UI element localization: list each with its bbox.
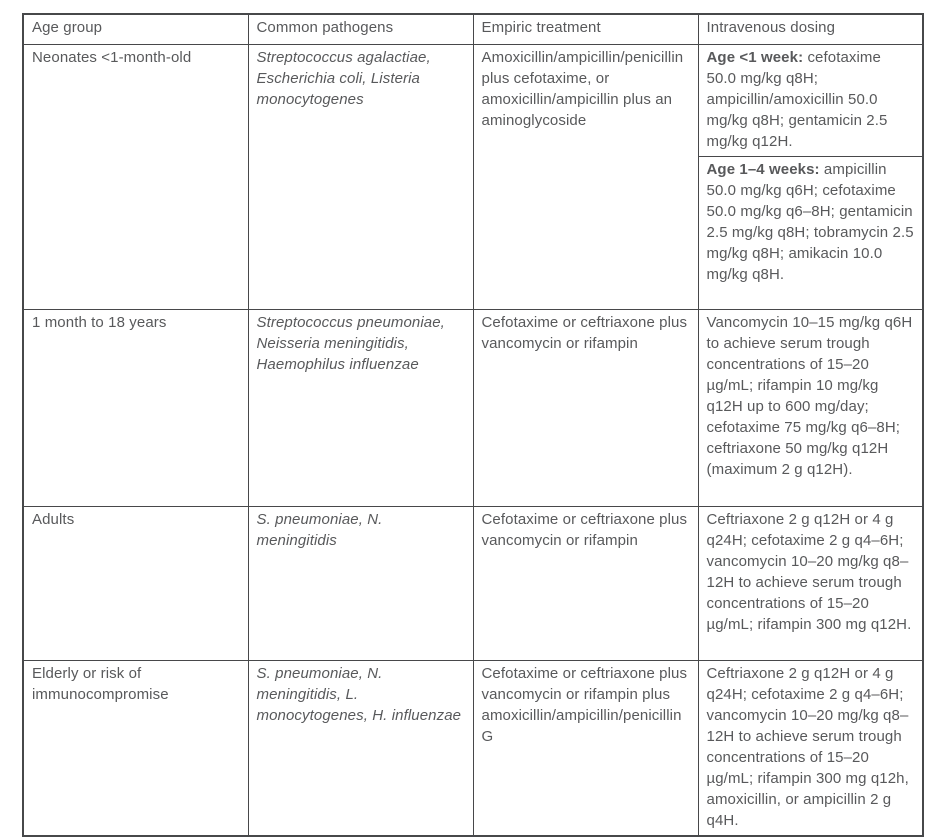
table-row-elderly-immunocompromise bbox=[23, 661, 923, 837]
table-row-adults bbox=[23, 507, 923, 661]
table-row-1-month-to-18-years bbox=[23, 310, 923, 507]
dosing-cell: Ceftriaxone 2 g q12H or 4 g q24H; cefotaxime 2 g q4–6H; vancomycin 10–20 mg/kg q8–12H to achieve serum trough concentrations of 15–20 µg/mL; rifampin 300 mg q12H. bbox=[698, 507, 923, 661]
empiric-treatment-table-container bbox=[22, 13, 924, 837]
empiric-treatment-table bbox=[22, 13, 924, 837]
dosing-text: cefotaxime 50.0 mg/kg q8H; ampicillin/amoxicillin 50.0 mg/kg q8H; gentamicin 2.5 mg/kg q12H. bbox=[706, 49, 888, 150]
age-group-cell: Neonates <1-month-old bbox=[23, 45, 248, 310]
pathogens-cell: S. pneumoniae, N. meningitidis bbox=[248, 507, 473, 661]
pathogens-cell: S. pneumoniae, N. meningitidis, L. monocytogenes, H. influenzae bbox=[248, 661, 473, 837]
treatment-cell: Cefotaxime or ceftriaxone plus vancomycin or rifampin plus amoxicillin/ampicillin/penicillin G bbox=[473, 661, 698, 837]
pathogens-cell: Streptococcus agalactiae, Escherichia coli, Listeria monocytogenes bbox=[248, 45, 473, 310]
age-group-cell: 1 month to 18 years bbox=[23, 310, 248, 507]
dosing-cell: Vancomycin 10–15 mg/kg q6H to achieve serum trough concentrations of 15–20 µg/mL; rifampin 10 mg/kg q12H up to 600 mg/day; cefotaxime 75 mg/kg q6–8H; ceftriaxone 50 mg/kg q12H (maximum 2 g q12H). bbox=[698, 310, 923, 507]
table-row-neonates bbox=[23, 45, 923, 157]
column-header-treatment: Empiric treatment bbox=[473, 14, 698, 45]
treatment-cell: Cefotaxime or ceftriaxone plus vancomycin or rifampin bbox=[473, 310, 698, 507]
treatment-cell: Cefotaxime or ceftriaxone plus vancomycin or rifampin bbox=[473, 507, 698, 661]
dosing-cell: Ceftriaxone 2 g q12H or 4 g q24H; cefotaxime 2 g q4–6H; vancomycin 10–20 mg/kg q8–12H to achieve serum trough concentrations of 15–20 µg/mL; rifampin 300 mg q12h, amoxicillin, or ampicillin 2 g q4H. bbox=[698, 661, 923, 837]
age-group-cell: Adults bbox=[23, 507, 248, 661]
dosing-text: ampicillin 50.0 mg/kg q6H; cefotaxime 50.0 mg/kg q6–8H; gentamicin 2.5 mg/kg q8H; tobramycin 2.5 mg/kg q8H; amikacin 10.0 mg/kg q8H. bbox=[706, 161, 914, 283]
dosing-subcell-1-4-weeks bbox=[698, 157, 923, 310]
column-header-pathogens: Common pathogens bbox=[248, 14, 473, 45]
dosing-age-label: Age 1–4 weeks: bbox=[706, 161, 820, 178]
header-row bbox=[23, 14, 923, 45]
treatment-cell: Amoxicillin/ampicillin/penicillin plus cefotaxime, or amoxicillin/ampicillin plus an aminoglycoside bbox=[473, 45, 698, 310]
pathogens-cell: Streptococcus pneumoniae, Neisseria meningitidis, Haemophilus influenzae bbox=[248, 310, 473, 507]
column-header-age-group: Age group bbox=[23, 14, 248, 45]
column-header-dosing: Intravenous dosing bbox=[698, 14, 923, 45]
age-group-cell: Elderly or risk of immunocompromise bbox=[23, 661, 248, 837]
dosing-subcell-under-1-week bbox=[698, 45, 923, 157]
dosing-age-label: Age <1 week: bbox=[706, 49, 804, 66]
